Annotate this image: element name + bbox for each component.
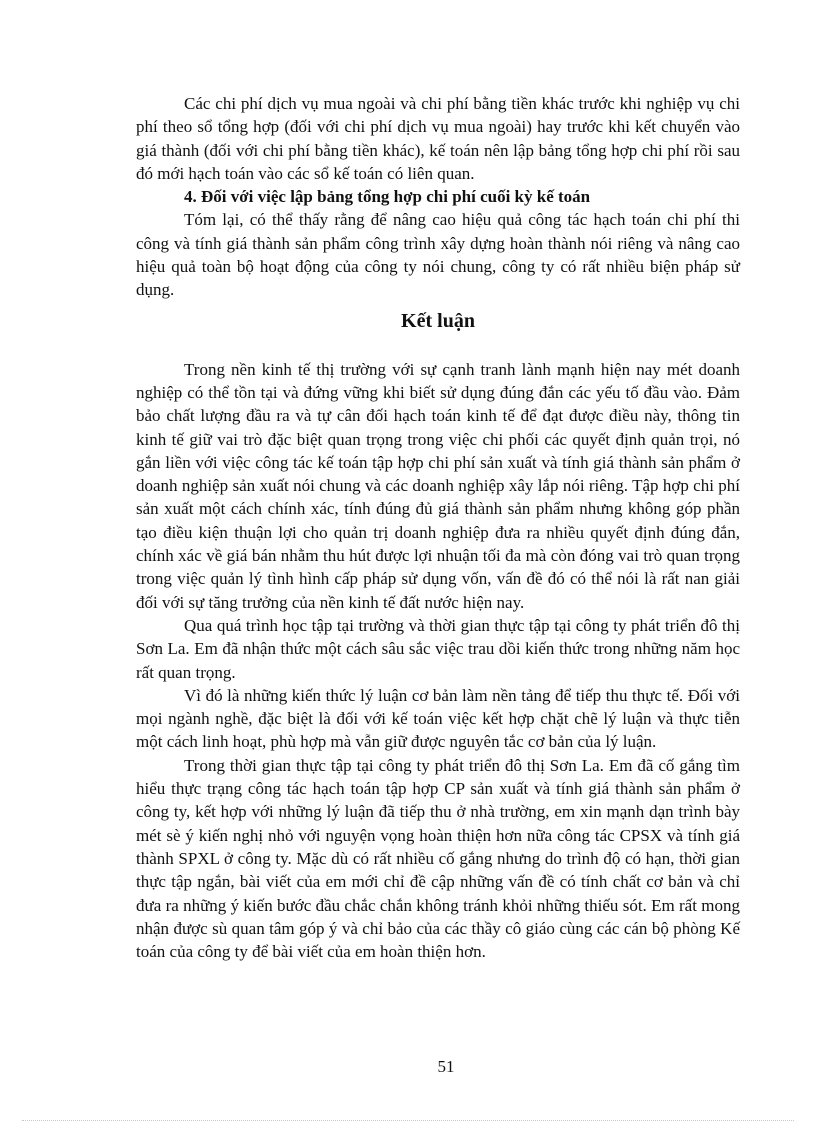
- section-heading: 4. Đối với việc lập bảng tổng hợp chi phí cuối kỳ kế toán: [184, 187, 591, 207]
- conclusion-title: Kết luận: [401, 309, 475, 332]
- summary-paragraph: Tóm lại, có thể thấy rằng để nâng cao hiệu quả công tác hạch toán chi phí thi công và tính giá thành sản phẩm công trình xây dựng hoàn thành nói riêng và nâng cao hiệu quả toàn bộ hoạt động của công ty nói chung, công ty có rất nhiều biện pháp sử dụng.: [136, 210, 740, 300]
- document-page: [136, 92, 740, 963]
- page-number: 51: [437, 1057, 455, 1076]
- conclusion-paragraph-2: Qua quá trình học tập tại trường và thời gian thực tập tại công ty phát triển đô thị Sơn La. Em đã nhận thức một cách sâu sắc việc trau dồi kiến thức trong những năm học rất quan trọng.: [136, 615, 740, 682]
- intro-paragraph: Các chi phí dịch vụ mua ngoài và chi phí bằng tiền khác trước khi nghiệp vụ chi phí theo sổ tổng hợp (đối với chi phí dịch vụ mua ngoài) hay trước khi kết chuyển vào giá thành (đối với chi phí bằng tiền khác), kế toán nên lập bảng tổng hợp chi phí rồi sau đó mới hạch toán vào các sổ kế toán có liên quan.: [136, 94, 740, 183]
- conclusion-paragraph-4: Trong thời gian thực tập tại công ty phát triển đô thị Sơn La. Em đã cố gắng tìm hiểu thực trạng công tác hạch toán tập hợp CP sản xuất và tính giá thành sản phẩm ở công ty, kết hợp với những lý luận đã tiếp thu ở nhà trường, em xin mạnh dạn trình bày mét sè ý kiến nghị nhỏ với nguyện vọng hoàn thiện hơn nữa công tác CPSX và tính giá thành SPXL ở công ty. Mặc dù có rất nhiều cố gắng nhưng do trình độ có hạn, thời gian thực tập ngắn, bài viết của em mới chỉ đề cập những vấn đề có tính chất cơ bản và chỉ đưa ra những ý kiến bước đầu chắc chắn không tránh khỏi những thiếu sót. Em rất mong nhận được sù quan tâm góp ý và chỉ bảo của các thầy cô giáo cùng các cán bộ phòng Kế toán của công ty để bài viết của em hoàn thiện hơn.: [136, 755, 740, 962]
- footer-divider: [22, 1120, 794, 1121]
- conclusion-paragraph-1: Trong nền kinh tế thị trường với sự cạnh tranh lành mạnh hiện nay mét doanh nghiệp có thể tồn tại và đứng vững khi biết sử dụng đúng đắn các yếu tố đầu vào. Đảm bảo chất lượng đầu ra và tự cân đối hạch toán kinh tế để đạt được điều này, thông tin kinh tế giữ vai trò đặc biệt quan trọng trong việc chi phối các quyết định quản trọi, nó gắn liền với việc công tác kế toán tập hợp chi phí sản xuất và tính giá thành sản phẩm ở doanh nghiệp sản xuất nói chung và các doanh nghiệp xây lắp nói riêng. Tập hợp chi phí sản xuất một cách chính xác, tính đúng đủ giá thành sản phẩm nhưng không góp phần tạo điều kiện thuận lợi cho quản trị doanh nghiệp đưa ra nhiều quyết định đúng đắn, chính xác về giá bán nhằm thu hút được lợi nhuận tối đa mà còn đóng vai trò quan trọng trong việc quản lý tình hình cấp pháp sử dụng vốn, vấn đề đó có thể nói là rất nan giải đối với sự tăng trưởng của nền kinh tế đất nước hiện nay.: [136, 359, 740, 612]
- conclusion-paragraph-3: Vì đó là những kiến thức lý luận cơ bản làm nền tảng để tiếp thu thực tế. Đối với mọi ngành nghề, đặc biệt là đối với kế toán việc kết hợp chặt chẽ lý luận và thực tiễn một cách linh hoạt, phù hợp mà vẫn giữ được nguyên tắc cơ bản của lý luận.: [136, 685, 740, 752]
